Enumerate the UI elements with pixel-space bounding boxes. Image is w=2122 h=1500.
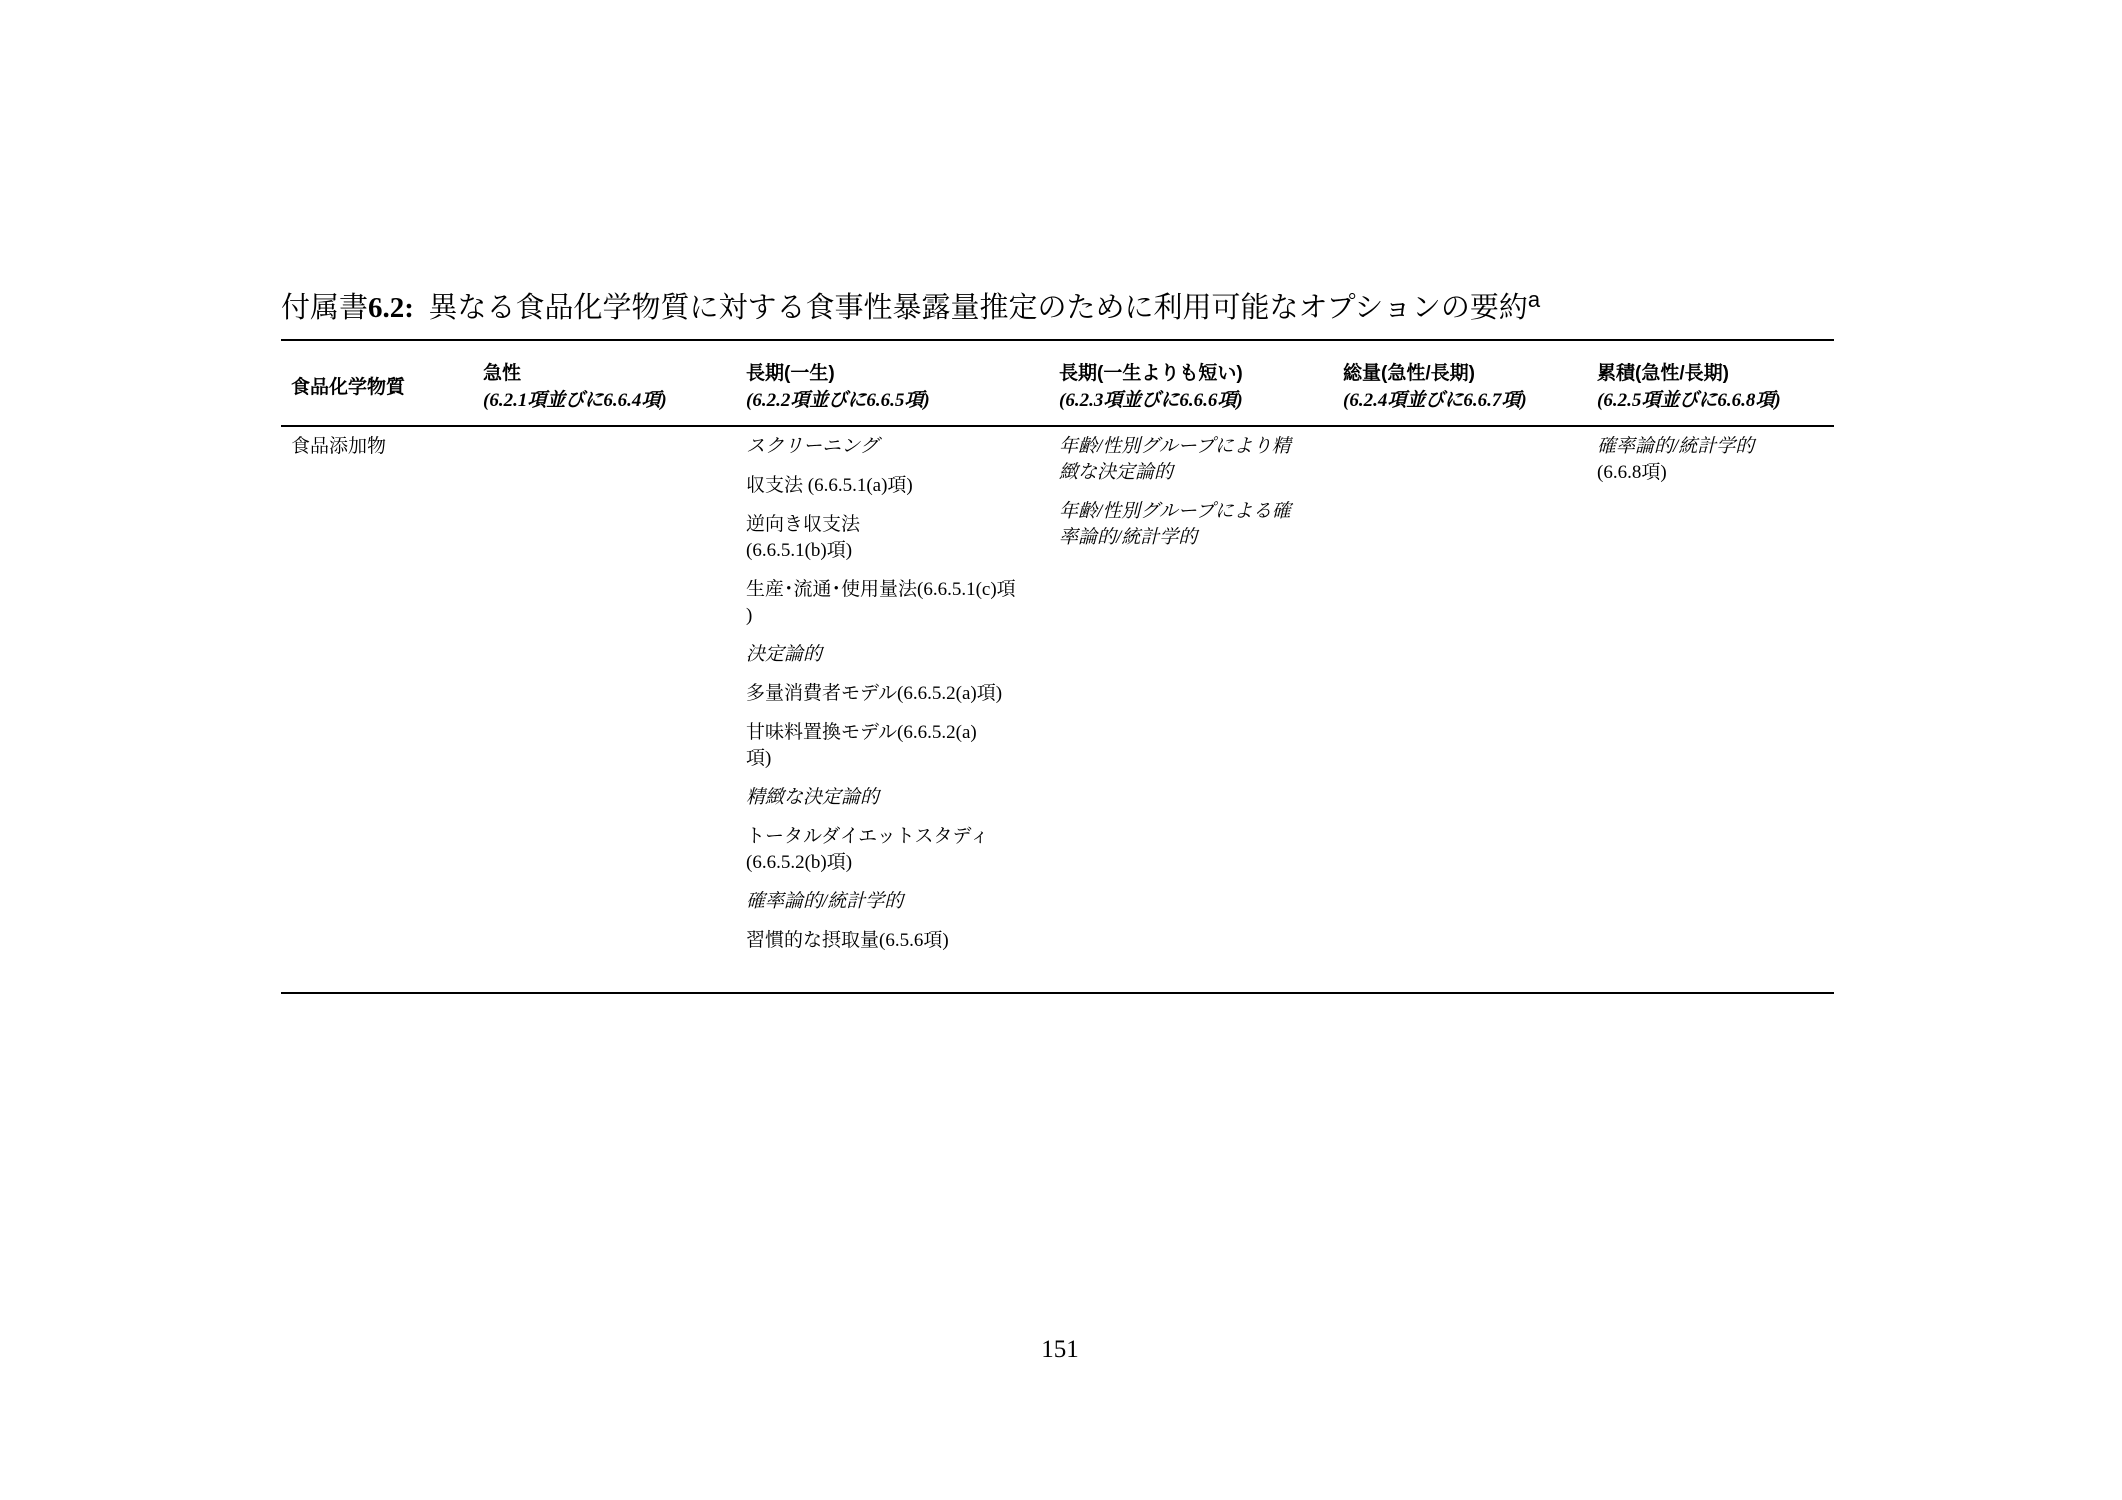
method-item-line: 年齢/性別グループにより精 [1059,436,1291,457]
header-section-ref: (6.2.5項並びに6.6.8項) [1597,390,1781,411]
method-item-line: 項) [746,748,772,769]
table-bottom-rule [281,992,1834,994]
header-long-term-lifetime [746,360,1046,414]
method-item: 習慣的な摂取量(6.5.6項) [746,930,949,951]
cell-long-term-shorter [1059,434,1309,564]
method-item [1059,434,1309,486]
method-item-line: 年齢/性別グループによる確 [1059,501,1291,522]
method-category: 精緻な決定論的 [746,787,880,808]
header-label: 長期(一生よりも短い) [1059,363,1243,384]
method-item-line: トータルダイエットスタディ [746,826,990,847]
method-item-line: 確率論的/統計学的 [1597,436,1755,457]
method-item-line: ) [746,605,753,626]
method-category: 決定論的 [746,644,823,665]
header-total [1343,360,1583,414]
header-long-term-shorter [1059,360,1309,414]
header-cumulative [1597,360,1837,414]
method-item-line: 甘味料置換モデル(6.6.5.2(a) [746,722,977,743]
method-item [1059,499,1309,551]
annex-title [281,285,1841,326]
method-item-line: 緻な決定論的 [1059,462,1174,483]
method-item-line: (6.6.5.1(b)項) [746,540,853,561]
title-text: 異なる食品化学物質に対する食事性暴露量推定のために利用可能なオプションの要約 [428,292,1528,324]
header-label: 総量(急性/長期) [1343,363,1475,384]
table-header-rule [281,425,1834,427]
header-section-ref: (6.2.1項並びに6.6.4項) [483,390,667,411]
method-item [746,577,1046,629]
table-top-rule [281,339,1834,341]
method-item: 多量消費者モデル(6.6.5.2(a)項) [746,683,1003,704]
method-category: 確率論的/統計学的 [746,891,904,912]
method-item [746,720,1046,772]
title-number: 6.2: [368,292,414,324]
header-acute [483,360,733,414]
method-item [1597,434,1837,486]
header-label: 累積(急性/長期) [1597,363,1729,384]
method-item-line: 逆向き収支法 [746,514,861,535]
header-section-ref: (6.2.2項並びに6.6.5項) [746,390,930,411]
cell-substance [291,434,451,460]
header-label: 急性 [483,363,522,384]
header-section-ref: (6.2.3項並びに6.6.6項) [1059,390,1243,411]
cell-long-term-lifetime [746,434,1046,967]
method-item-line: 率論的/統計学的 [1059,527,1198,548]
method-item-line: (6.6.8項) [1597,462,1667,483]
method-item [746,824,1046,876]
header-label: 食品化学物質 [291,377,406,398]
page-number: 151 [1041,1336,1079,1363]
method-item: 収支法 (6.6.5.1(a)項) [746,475,913,496]
method-category: スクリーニング [746,436,879,457]
method-item [746,512,1046,564]
method-item-line: 生産･流通･使用量法(6.6.5.1(c)項 [746,579,1016,600]
header-label: 長期(一生) [746,363,835,384]
title-footnote-marker: a [1527,287,1541,312]
cell-cumulative [1597,434,1837,499]
title-prefix: 付属書 [281,292,369,324]
header-substance [291,374,451,401]
substance-name: 食品添加物 [291,436,387,457]
header-section-ref: (6.2.4項並びに6.6.7項) [1343,390,1527,411]
method-item-line: (6.6.5.2(b)項) [746,852,853,873]
